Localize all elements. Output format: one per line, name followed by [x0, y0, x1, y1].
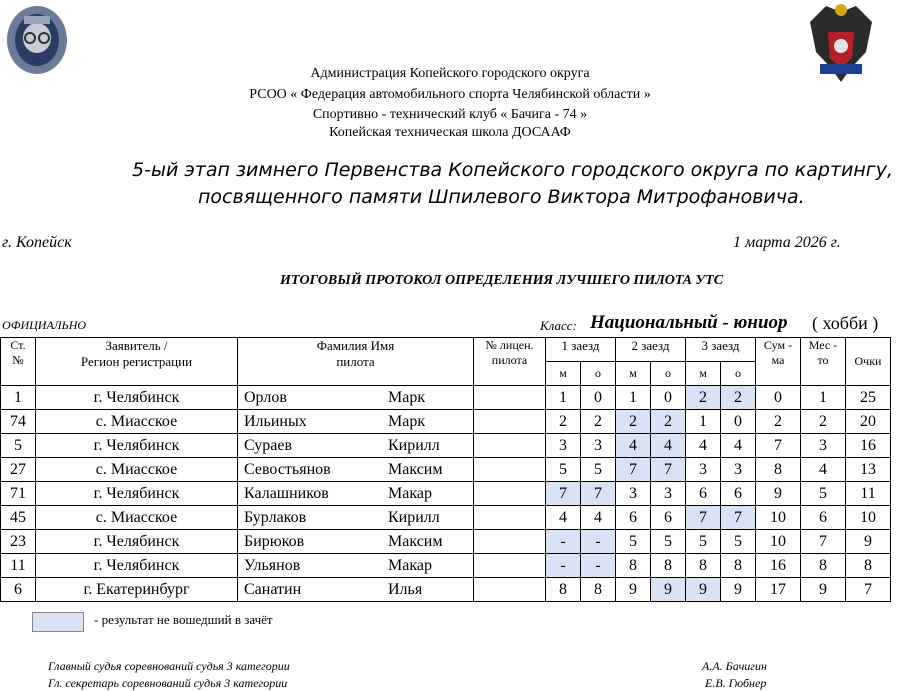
pilot-last-name: Калашников [244, 484, 329, 502]
region: г. Челябинск [36, 386, 238, 410]
header-applicant: Заявитель / Регион регистрации [36, 338, 238, 386]
race-result-r3m: 9 [686, 578, 721, 602]
race-result-r1m: 2 [546, 410, 581, 434]
table-row [1, 410, 891, 434]
race-result-r3m: 3 [686, 458, 721, 482]
header-race-3: 3 заезд [686, 338, 756, 362]
race-result-r2m: 5 [616, 530, 651, 554]
race-result-r2o: 4 [651, 434, 686, 458]
table-row [1, 578, 891, 602]
race-result-r3m: 8 [686, 554, 721, 578]
race-result-r1m: 8 [546, 578, 581, 602]
table-row [1, 434, 891, 458]
region: с. Миасское [36, 458, 238, 482]
race-result-r2m: 1 [616, 386, 651, 410]
license-number [474, 554, 546, 578]
race-result-r2m: 6 [616, 506, 651, 530]
header-r3-m: м [686, 362, 721, 386]
class-name: Национальный - юниор [590, 312, 788, 333]
org-line-3: Спортивно - технический клуб « Бачига - 74 » [312, 107, 588, 122]
table-row [1, 530, 891, 554]
pilot-last-name: Бурлаков [244, 508, 307, 526]
start-number: 27 [1, 458, 36, 482]
pilot-first-name: Макар [388, 484, 432, 502]
sum: 8 [756, 458, 801, 482]
race-result-r1m: - [546, 554, 581, 578]
start-number: 6 [1, 578, 36, 602]
pilot-first-name: Кирилл [388, 436, 440, 454]
place: 4 [801, 458, 846, 482]
pilot-first-name: Марк [388, 412, 426, 430]
sum: 10 [756, 506, 801, 530]
class-label: Класс: [540, 318, 577, 333]
race-result-r2m: 7 [616, 458, 651, 482]
table-row [1, 554, 891, 578]
race-result-r2o: 7 [651, 458, 686, 482]
pilot-name [238, 458, 474, 482]
header-start-num: Ст. № [1, 338, 36, 386]
license-number [474, 482, 546, 506]
sum: 0 [756, 386, 801, 410]
race-result-r1m: 7 [546, 482, 581, 506]
race-result-r2o: 3 [651, 482, 686, 506]
table-row [1, 458, 891, 482]
points: 8 [846, 554, 891, 578]
pilot-name [238, 410, 474, 434]
header-pilot-name: Фамилия Имя пилота [238, 338, 474, 386]
place: 9 [801, 578, 846, 602]
event-title-line-1: 5-ый этап зимнего Первенства Копейского городского округа по картингу, [132, 159, 894, 181]
protocol-title: ИТОГОВЫЙ ПРОТОКОЛ ОПРЕДЕЛЕНИЯ ЛУЧШЕГО ПИЛОТА УТС [280, 273, 724, 288]
place: 7 [801, 530, 846, 554]
header-r2-o: о [651, 362, 686, 386]
pilot-name [238, 530, 474, 554]
race-result-r2m: 2 [616, 410, 651, 434]
place: 6 [801, 506, 846, 530]
start-number: 23 [1, 530, 36, 554]
race-result-r3o: 5 [721, 530, 756, 554]
chief-secretary-role: Гл. секретарь соревнований судья 3 категории [48, 676, 288, 690]
race-result-r2o: 5 [651, 530, 686, 554]
pilot-first-name: Кирилл [388, 508, 440, 526]
header-r2-m: м [616, 362, 651, 386]
results-table [0, 337, 891, 602]
org-line-2: РСОО « Федерация автомобильного спорта Челябинской области » [249, 87, 651, 102]
event-title-line-2: посвященного памяти Шпилевого Виктора Митрофановича. [198, 186, 805, 208]
points: 10 [846, 506, 891, 530]
pilot-first-name: Максим [388, 532, 443, 550]
table-row [1, 482, 891, 506]
race-result-r3m: 1 [686, 410, 721, 434]
race-result-r3o: 6 [721, 482, 756, 506]
event-date: 1 марта 2026 г. [733, 234, 841, 251]
header-place: Мес - то [801, 338, 846, 386]
race-result-r1o: 7 [581, 482, 616, 506]
start-number: 5 [1, 434, 36, 458]
pilot-name [238, 506, 474, 530]
race-result-r1m: 3 [546, 434, 581, 458]
header-race-1: 1 заезд [546, 338, 616, 362]
table-header-row [1, 338, 891, 362]
race-result-r2o: 9 [651, 578, 686, 602]
start-number: 71 [1, 482, 36, 506]
pilot-name [238, 578, 474, 602]
event-city: г. Копейск [2, 234, 72, 251]
pilot-last-name: Ильиных [244, 412, 307, 430]
pilot-first-name: Макар [388, 556, 432, 574]
race-result-r3o: 3 [721, 458, 756, 482]
race-result-r1o: - [581, 554, 616, 578]
sum: 7 [756, 434, 801, 458]
place: 8 [801, 554, 846, 578]
pilot-name [238, 482, 474, 506]
region: г. Екатеринбург [36, 578, 238, 602]
race-result-r3o: 9 [721, 578, 756, 602]
race-result-r3o: 7 [721, 506, 756, 530]
start-number: 45 [1, 506, 36, 530]
org-line-4: Копейская техническая школа ДОСААФ [329, 125, 571, 140]
race-result-r2m: 9 [616, 578, 651, 602]
chief-secretary-name: Е.В. Гюбнер [705, 676, 767, 690]
license-number [474, 434, 546, 458]
pilot-last-name: Ульянов [244, 556, 301, 574]
license-number [474, 386, 546, 410]
start-number: 74 [1, 410, 36, 434]
race-result-r3o: 4 [721, 434, 756, 458]
race-result-r1o: - [581, 530, 616, 554]
place: 5 [801, 482, 846, 506]
official-label: ОФИЦИАЛЬНО [2, 318, 87, 332]
race-result-r1m: 4 [546, 506, 581, 530]
chief-judge-name: А.А. Бачигин [702, 659, 767, 673]
points: 25 [846, 386, 891, 410]
pilot-last-name: Орлов [244, 388, 287, 406]
header-sum: Сум - ма [756, 338, 801, 386]
pilot-name [238, 554, 474, 578]
header-points: Очки [846, 338, 891, 386]
sum: 9 [756, 482, 801, 506]
sum: 2 [756, 410, 801, 434]
table-row [1, 506, 891, 530]
points: 9 [846, 530, 891, 554]
header-r1-o: о [581, 362, 616, 386]
pilot-name [238, 434, 474, 458]
race-result-r1m: 5 [546, 458, 581, 482]
sum: 17 [756, 578, 801, 602]
race-result-r3m: 5 [686, 530, 721, 554]
race-result-r2o: 2 [651, 410, 686, 434]
pilot-last-name: Санатин [244, 580, 302, 598]
race-result-r3m: 2 [686, 386, 721, 410]
points: 13 [846, 458, 891, 482]
chief-judge-role: Главный судья соревнований судья 3 категории [48, 659, 290, 673]
header-race-2: 2 заезд [616, 338, 686, 362]
race-result-r3o: 0 [721, 410, 756, 434]
place: 2 [801, 410, 846, 434]
race-result-r3m: 4 [686, 434, 721, 458]
race-result-r2m: 3 [616, 482, 651, 506]
race-result-r3o: 2 [721, 386, 756, 410]
pilot-last-name: Сураев [244, 436, 293, 454]
table-row [1, 386, 891, 410]
pilot-first-name: Марк [388, 388, 426, 406]
points: 20 [846, 410, 891, 434]
race-result-r1o: 4 [581, 506, 616, 530]
region: г. Челябинск [36, 482, 238, 506]
region: г. Челябинск [36, 554, 238, 578]
points: 16 [846, 434, 891, 458]
region: г. Челябинск [36, 434, 238, 458]
legend-text: - результат не вошедший в зачёт [94, 612, 273, 627]
start-number: 11 [1, 554, 36, 578]
race-result-r1o: 0 [581, 386, 616, 410]
race-result-r1o: 8 [581, 578, 616, 602]
race-result-r1o: 3 [581, 434, 616, 458]
race-result-r2o: 6 [651, 506, 686, 530]
license-number [474, 458, 546, 482]
race-result-r1o: 2 [581, 410, 616, 434]
legend-swatch [32, 612, 84, 632]
race-result-r3m: 6 [686, 482, 721, 506]
header-r3-o: о [721, 362, 756, 386]
place: 1 [801, 386, 846, 410]
header-r1-m: м [546, 362, 581, 386]
place: 3 [801, 434, 846, 458]
org-line-1: Администрация Копейского городского округа [310, 66, 590, 81]
region: с. Миасское [36, 506, 238, 530]
license-number [474, 578, 546, 602]
header-license: № лицен. пилота [474, 338, 546, 386]
race-result-r3m: 7 [686, 506, 721, 530]
license-number [474, 530, 546, 554]
pilot-last-name: Бирюков [244, 532, 305, 550]
race-result-r2m: 4 [616, 434, 651, 458]
race-result-r3o: 8 [721, 554, 756, 578]
pilot-name [238, 386, 474, 410]
pilot-last-name: Севостьянов [244, 460, 331, 478]
pilot-first-name: Илья [388, 580, 423, 598]
sum: 10 [756, 530, 801, 554]
region: г. Челябинск [36, 530, 238, 554]
points: 11 [846, 482, 891, 506]
class-subtype: ( хобби ) [812, 313, 879, 333]
license-number [474, 410, 546, 434]
sum: 16 [756, 554, 801, 578]
race-result-r1m: - [546, 530, 581, 554]
pilot-first-name: Максим [388, 460, 443, 478]
race-result-r1m: 1 [546, 386, 581, 410]
race-result-r2m: 8 [616, 554, 651, 578]
points: 7 [846, 578, 891, 602]
start-number: 1 [1, 386, 36, 410]
region: с. Миасское [36, 410, 238, 434]
license-number [474, 506, 546, 530]
race-result-r1o: 5 [581, 458, 616, 482]
race-result-r2o: 0 [651, 386, 686, 410]
race-result-r2o: 8 [651, 554, 686, 578]
